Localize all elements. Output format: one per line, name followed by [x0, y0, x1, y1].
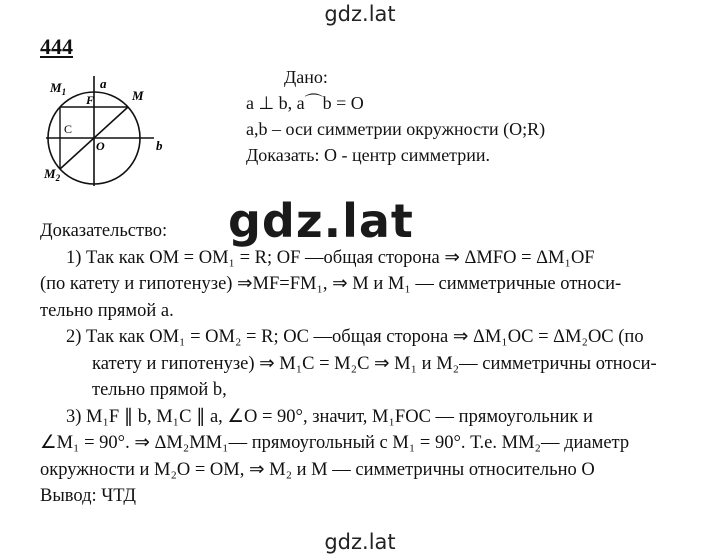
watermark-top: gdz.lat	[324, 2, 396, 26]
proof-line: 2) Так как OM₁ = OM₂ = R; OC —общая сторона ⇒ ΔM₁OC = ΔM₂OC (по	[66, 327, 644, 347]
label-b: b	[156, 138, 163, 153]
label-c: C	[64, 122, 73, 136]
given-title: Дано:	[284, 67, 328, 87]
label-m: M	[132, 88, 144, 103]
given-line-2: a,b – оси симметрии окружности (O;R)	[246, 119, 546, 139]
label-o: O	[96, 139, 105, 153]
proof-line: окружности и M₂O = OM, ⇒ M₂ и M — симметричны относительно O	[40, 459, 595, 480]
given-block	[246, 64, 545, 168]
given-line-3: Доказать: O - центр симметрии.	[246, 145, 491, 165]
proof-line: катету и гипотенузе) ⇒ M₁C = M₂C ⇒ M₁ и M₂— симметричны относи-	[92, 353, 657, 374]
label-m2: $M_2$	[44, 166, 61, 183]
proof-line: 3) M₁F ∥ b, M₁C ∥ a, ∠O = 90°, значит, M₁FOC — прямоугольник и	[66, 406, 593, 427]
proof-line: 1) Так как OM = OM₁ = R; OF —общая сторона ⇒ ΔMFO = ΔM₁OF	[66, 247, 595, 268]
proof-line: тельно прямой a.	[40, 300, 174, 321]
watermark-middle: gdz.lat	[228, 194, 414, 248]
given-line-1: a ⊥ b, a⌒b = O	[246, 93, 364, 113]
problem-number: 444	[40, 34, 73, 59]
proof-title: Доказательство:	[40, 221, 168, 241]
label-m1: $M_1$	[50, 80, 67, 97]
geometry-figure	[36, 66, 186, 186]
proof-line: (по катету и гипотенузе) ⇒MF=FM₁, ⇒ M и M₁ — симметричные относи-	[40, 274, 622, 294]
label-f: F	[86, 93, 95, 107]
proof-line: тельно прямой b,	[92, 380, 227, 400]
proof-line: ∠M₁ = 90°. ⇒ ΔM₂MM₁— прямоугольный с M₁ = 90°. Т.е. MM₂— диаметр	[40, 433, 630, 453]
watermark-bottom: gdz.lat	[324, 530, 396, 554]
proof-block	[40, 218, 700, 510]
proof-line: Вывод: ЧТД	[40, 486, 137, 506]
label-a: a	[100, 76, 107, 91]
